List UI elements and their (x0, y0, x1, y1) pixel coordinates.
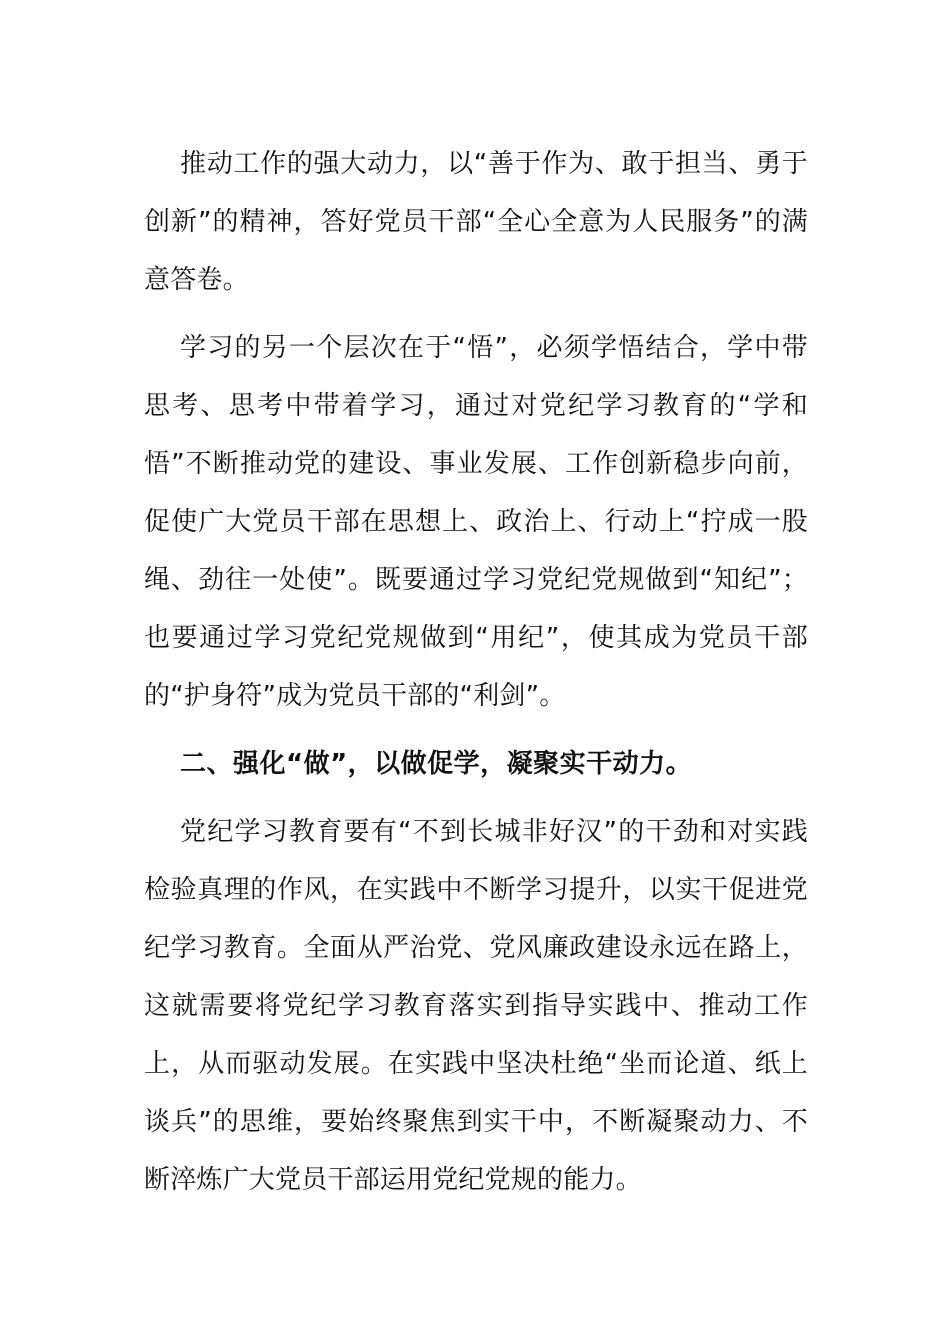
paragraph-continuation: 推动工作的强大动力，以“善于作为、敢于担当、勇于创新”的精神，答好党员干部“全心全意为人民服务”的满意答卷。 (144, 149, 808, 295)
section-heading: 二、强化“做”，以做促学，凝聚实干动力。 (180, 749, 693, 779)
paragraph-learning-enlightenment: 学习的另一个层次在于“悟”，必须学悟结合，学中带思考、思考中带着学习，通过对党纪学习教育的“学和悟”不断推动党的建设、事业发展、工作创新稳步向前，促使广大党员干部在思想上、政治上、行动上“拧成一股绳、劲往一处使”。既要通过学习党纪党规做到“知纪”；也要通过学习党纪党规做到“用纪”，使其成为党员干部的“护身符”成为党员干部的“利剑”。 (144, 333, 808, 711)
paragraph-practice: 党纪学习教育要有“不到长城非好汉”的干劲和对实践检验真理的作风，在实践中不断学习提升，以实干促进党纪学习教育。全面从严治党、党风廉政建设永远在路上，这就需要将党纪学习教育落实到指导实践中、推动工作上，从而驱动发展。在实践中坚决杜绝“坐而论道、纸上谈兵”的思维，要始终聚焦到实干中，不断凝聚动力、不断淬炼广大党员干部运用党纪党规的能力。 (144, 817, 808, 1195)
document-body (144, 135, 808, 1219)
